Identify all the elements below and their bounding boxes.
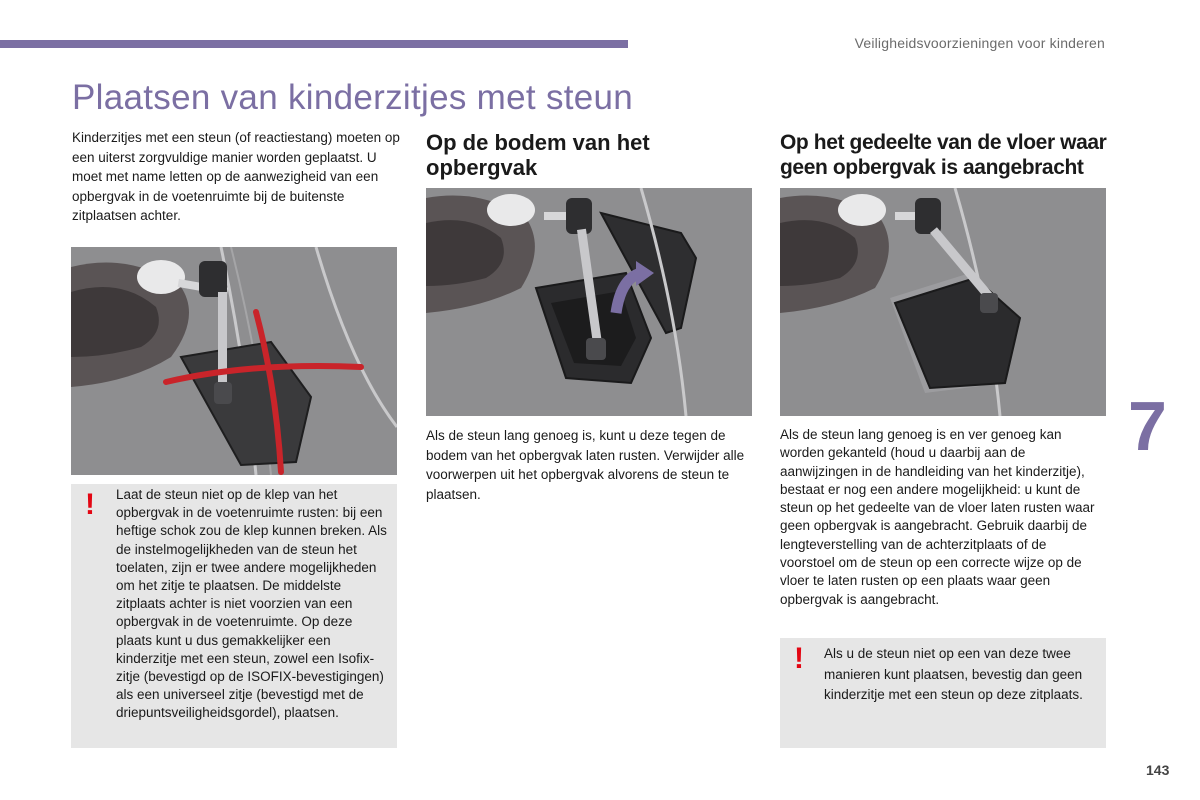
warning-text-left: Laat de steun niet op de klep van het opbergvak in de voetenruimte rusten: bij een heftige schok zou de klep kunnen breken. Als de instelmogelijkheden van de steun het toelaten, zijn er twee andere mogelijkheden om het zitje te plaatsen. De middelste zitplaats achter is niet voorzien van een opbergvak in de voetenruimte. Op deze plaats kunt u dus gemakkelijker een kinderzitje met een steun, zowel een Isofix-zitje (bevestigd op de ISOFIX-bevestigingen) als een universeel zitje (bevestigd met de driepuntsveiligheidsgordel), plaatsen.	[116, 487, 387, 721]
warning-box-left	[71, 484, 397, 748]
text-floor-no-storage: Als de steun lang genoeg is en ver genoeg kan worden gekanteld (houd u daarbij aan de aanwijzingen in de handleiding van het kinderzitje), bestaat er nog een andere mogelijkheid: u kunt de steun op het gedeelte van de vloer laten rusten waar geen opbergvak is aangebracht. Gebruik daarbij de lengteverstelling van de achterzitplaats of de voorstoel om de steun op een correcte wijze op de vloer te laten rusten op een plaats waar geen opbergvak is aangebracht.	[780, 427, 1095, 607]
illustration-storage-bottom	[426, 188, 752, 416]
illustration-incorrect-placement	[71, 247, 397, 475]
page-number: 143	[1146, 762, 1170, 778]
exclamation-icon: !	[85, 488, 95, 521]
chapter-number: 7	[1128, 387, 1167, 465]
heading-storage-bottom: Op de bodem van het opbergvak	[426, 130, 650, 180]
header-bar	[0, 40, 628, 48]
intro-text: Kinderzitjes met een steun (of reactiestang) moeten op een uiterst zorgvuldige manier worden geplaatst. U moet met name letten op de aanwezigheid van een opbergvak in de voetenruimte bij de buitenste zitplaatsen achter.	[72, 130, 400, 223]
page-title: Plaatsen van kinderzitjes met steun	[72, 78, 634, 117]
section-title: Veiligheidsvoorzieningen voor kinderen	[854, 35, 1105, 51]
illustration-floor-no-storage	[780, 188, 1106, 416]
warning-box-right	[780, 638, 1106, 748]
warning-text-right: Als u de steun niet op een van deze twee manieren kunt plaatsen, bevestig dan geen kinderzitje met een steun op deze zitplaats.	[824, 646, 1083, 702]
exclamation-icon: !	[794, 642, 804, 675]
text-storage-bottom: Als de steun lang genoeg is, kunt u deze tegen de bodem van het opbergvak laten rusten. Verwijder alle voorwerpen uit het opbergvak alvorens de steun te plaatsen.	[426, 428, 745, 502]
heading-floor-no-storage: Op het gedeelte van de vloer waar geen opbergvak is aangebracht	[780, 131, 1107, 179]
